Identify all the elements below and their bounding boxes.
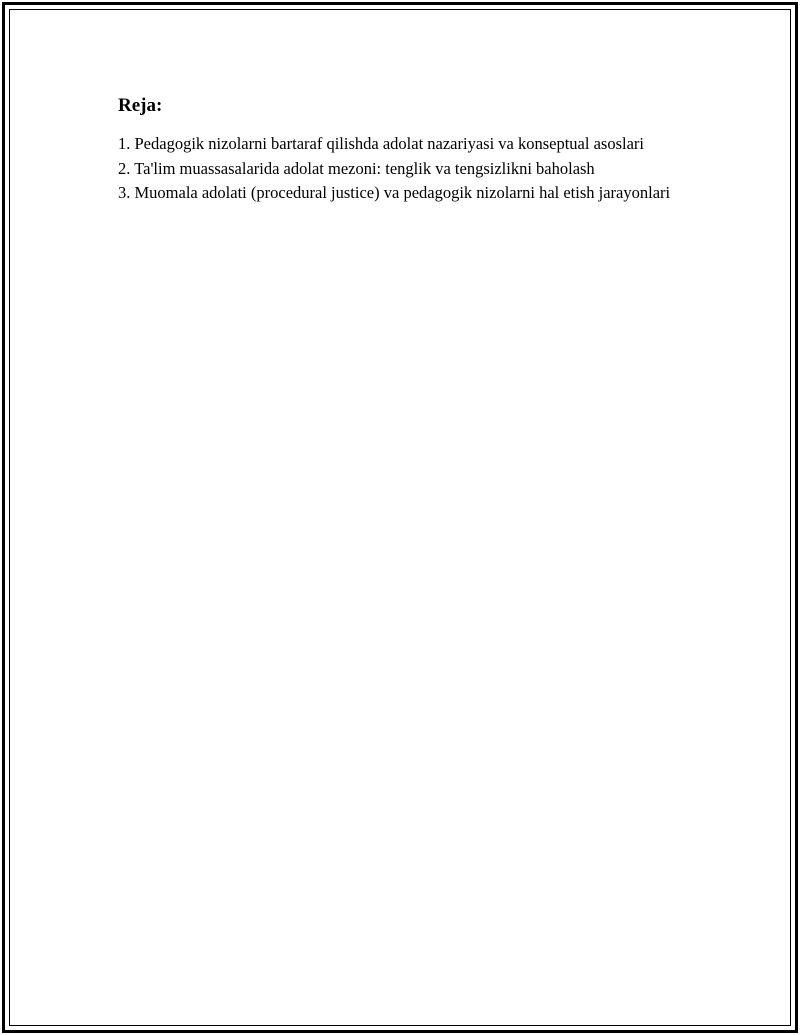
plan-item-3: 3. Muomala adolati (procedural justice) va pedagogik nizolarni hal etish jarayonlari	[118, 183, 671, 202]
page-content	[118, 94, 678, 206]
plan-item-1: 1. Pedagogik nizolarni bartaraf qilishda adolat nazariyasi va konseptual asoslari	[118, 134, 644, 153]
plan-item-2: 2. Ta'lim muassasalarida adolat mezoni: tenglik va tengsizlikni baholash	[118, 158, 595, 178]
plan-heading: Reja:	[118, 95, 163, 116]
plan-list	[118, 132, 678, 206]
